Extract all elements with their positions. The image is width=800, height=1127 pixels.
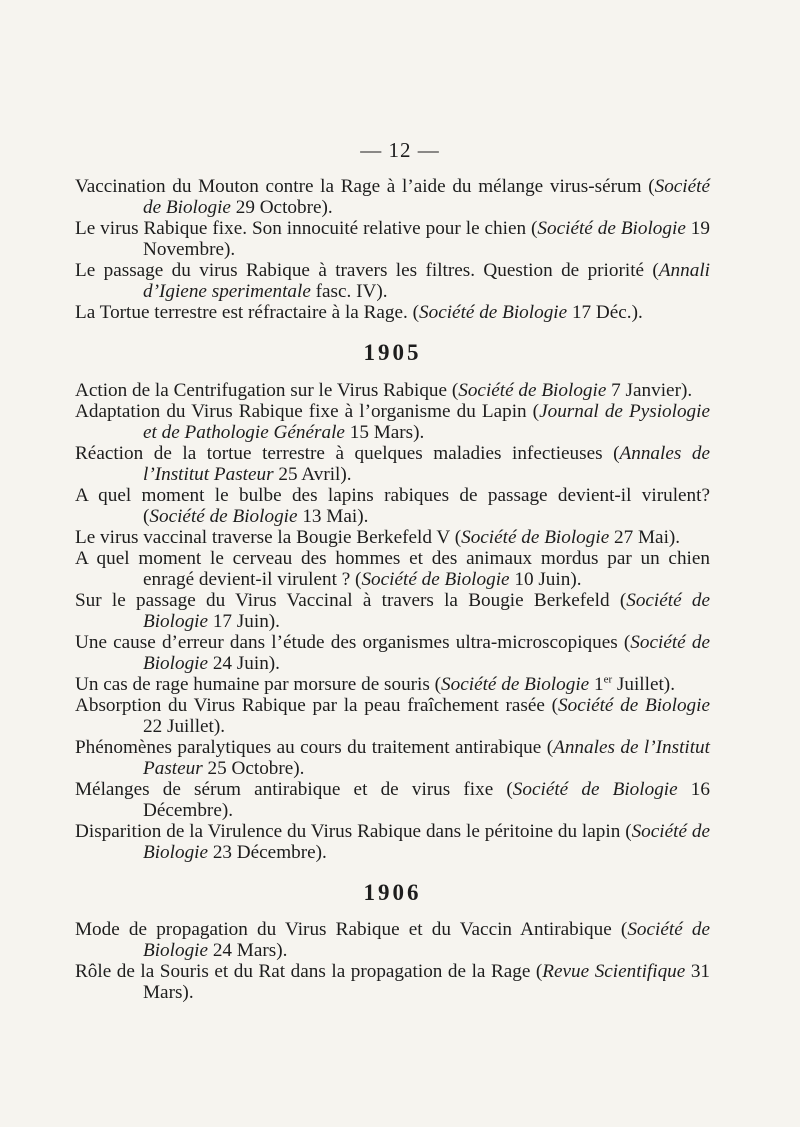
bibliography-entry: Vaccination du Mouton contre la Rage à l’aide du mélange virus-sérum (Société de Biologie 29 Octobre). [75, 176, 710, 218]
bibliography-entry: Mode de propagation du Virus Rabique et du Vaccin Antirabique (Société de Biologie 24 Mars). [75, 919, 711, 961]
bibliography-entry: Réaction de la tortue terrestre à quelques maladies infectieuses (Annales de l’Institut Pasteur 25 Avril). [75, 443, 710, 485]
bibliography-entry: La Tortue terrestre est réfractaire à la Rage. (Société de Biologie 17 Déc.). [75, 302, 643, 323]
bibliography-entry: Disparition de la Virulence du Virus Rabique dans le péritoine du lapin (Société de Biologie 23 Décembre). [75, 821, 710, 863]
bibliography [75, 176, 710, 1003]
bibliography-entry: Le virus Rabique fixe. Son innocuité relative pour le chien (Société de Biologie 19 Novembre). [75, 218, 710, 260]
bibliography-entry: Rôle de la Souris et du Rat dans la propagation de la Rage (Revue Scientifique 31 Mars). [75, 961, 711, 1003]
bibliography-entry: Mélanges de sérum antirabique et de virus fixe (Société de Biologie 16 Décembre). [75, 779, 710, 821]
bibliography-entry: Le passage du virus Rabique à travers les filtres. Question de priorité (Annali d’Igiene sperimentale fasc. IV). [75, 260, 710, 302]
page-number: — 12 — [360, 138, 440, 162]
bibliography-entry: Un cas de rage humaine par morsure de souris (Société de Biologie 1er Juillet). [75, 673, 675, 695]
bibliography-entry: Adaptation du Virus Rabique fixe à l’organisme du Lapin (Journal de Pysiologie et de Pathologie Générale 15 Mars). [75, 401, 710, 443]
year-heading-1905: 1905 [363, 340, 422, 365]
bibliography-entry: Absorption du Virus Rabique par la peau fraîchement rasée (Société de Biologie 22 Juillet). [75, 695, 710, 737]
bibliography-entry: Une cause d’erreur dans l’étude des organismes ultra-microscopiques (Société de Biologie 24 Juin). [75, 632, 710, 674]
bibliography-entry: A quel moment le bulbe des lapins rabiques de passage devient-il virulent? (Société de Biologie 13 Mai). [75, 485, 710, 527]
bibliography-entry: Action de la Centrifugation sur le Virus Rabique (Société de Biologie 7 Janvier). [75, 380, 693, 401]
bibliography-entry: A quel moment le cerveau des hommes et des animaux mordus par un chien enragé devient-il virulent ? (Société de Biologie 10 Juin). [75, 548, 710, 590]
year-heading-1906: 1906 [363, 880, 422, 905]
bibliography-entry: Phénomènes paralytiques au cours du traitement antirabique (Annales de l’Institut Pasteur 25 Octobre). [75, 737, 710, 779]
bibliography-entry: Sur le passage du Virus Vaccinal à travers la Bougie Berkefeld (Société de Biologie 17 Juin). [75, 590, 710, 632]
bibliography-entry: Le virus vaccinal traverse la Bougie Berkefeld V (Société de Biologie 27 Mai). [75, 527, 681, 548]
